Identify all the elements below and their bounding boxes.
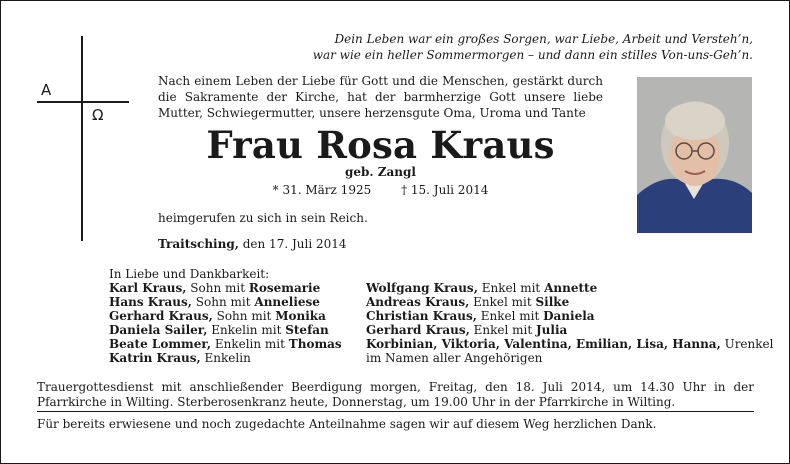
mourner-partner: Stefan <box>285 323 329 337</box>
mourner-row <box>109 309 342 323</box>
mourner-name: Christian Kraus, <box>366 309 477 323</box>
death-date: † 15. Juli 2014 <box>401 183 489 197</box>
mourner-partner: Julia <box>536 323 568 337</box>
mourner-relation: Sohn mit <box>190 281 246 295</box>
deceased-name: Frau Rosa Kraus <box>206 123 555 167</box>
mourner-relation: Enkelin mit <box>214 337 285 351</box>
mourner-row <box>109 351 342 365</box>
closing-text: Für bereits erwiesene und noch zugedachte Anteilnahme sagen wir auf diesem Weg herzlichen Dank. <box>37 417 657 431</box>
mourner-row <box>366 281 773 295</box>
poem <box>233 31 753 63</box>
mourner-row <box>109 323 342 337</box>
life-dates <box>158 183 603 197</box>
mourner-row <box>366 351 773 365</box>
mourner-relation: Enkel mit <box>473 295 532 309</box>
mourner-name: Katrin Kraus, <box>109 351 201 365</box>
mourner-name: Beate Lommer, <box>109 337 212 351</box>
mourner-name: Korbinian, Viktoria, Valentina, Emilian, Lisa, Hanna, <box>366 337 721 351</box>
mourner-relation: Enkel mit <box>481 281 541 295</box>
mourners-left-column <box>109 281 342 365</box>
mourner-relation: Enkelin <box>204 351 251 365</box>
birth-date: * 31. März 1925 <box>272 183 372 197</box>
portrait-image <box>637 77 752 233</box>
mourner-relation: Sohn mit <box>216 309 272 323</box>
mourner-name: Gerhard Kraus, <box>366 323 470 337</box>
mourner-partner: Daniela <box>543 309 595 323</box>
divider <box>37 411 754 412</box>
mourner-row <box>366 337 773 351</box>
place-town: Traitsching, <box>158 237 239 251</box>
poem-line-1: Dein Leben war ein großes Sorgen, war Liebe, Arbeit und Versteh’n, <box>334 32 753 46</box>
mourner-relation: Urenkel <box>724 337 774 351</box>
mourner-name: Hans Kraus, <box>109 295 192 309</box>
mourner-partner: Annette <box>544 281 598 295</box>
mourner-partner: Anneliese <box>254 295 320 309</box>
mourner-relation: im Namen aller Angehörigen <box>366 351 543 365</box>
cross-bar <box>37 101 129 103</box>
place-date-text: den 17. Juli 2014 <box>242 237 347 251</box>
mourner-relation: Enkel mit <box>480 309 540 323</box>
mourner-row <box>109 337 342 351</box>
mourner-partner: Rosemarie <box>248 281 321 295</box>
mourner-relation: Enkelin mit <box>211 323 282 337</box>
mourner-name: Karl Kraus, <box>109 281 187 295</box>
portrait-photo <box>637 77 752 233</box>
poem-line-2: war wie ein heller Sommermorgen – und dann ein stilles Von-uns-Geh’n. <box>312 48 753 62</box>
mourner-partner: Thomas <box>288 337 342 351</box>
mourner-row <box>366 323 773 337</box>
place-date <box>158 237 347 251</box>
mourner-name: Daniela Sailer, <box>109 323 208 337</box>
mourner-relation: Enkel mit <box>473 323 533 337</box>
omega-symbol: Ω <box>92 106 104 124</box>
mourners-header: In Liebe und Dankbarkeit: <box>109 267 270 281</box>
mourner-partner: Silke <box>535 295 570 309</box>
called-home-text: heimgerufen zu sich in sein Reich. <box>158 211 368 225</box>
service-info: Trauergottesdienst mit anschließender Beerdigung morgen, Freitag, den 18. Juli 2014, um 14.30 Uhr in der Pfarrkirche in Wilting. Sterberosenkranz heute, Donnerstag, um 19.00 Uhr in der Pfarrkirche in Wilting. <box>37 380 754 409</box>
mourners-right-column <box>366 281 773 365</box>
mourner-relation: Sohn mit <box>195 295 251 309</box>
mourner-row <box>366 309 773 323</box>
alpha-symbol: A <box>41 81 52 99</box>
mourner-row <box>366 295 773 309</box>
cross-icon <box>81 36 83 241</box>
intro-text: Nach einem Leben der Liebe für Gott und die Menschen, gestärkt durch die Sakramente der Kirche, hat der barmherzige Gott unsere liebe Mutter, Schwiegermutter, unsere herzensgute Oma, Uroma und Tante <box>158 74 603 120</box>
mourner-name: Gerhard Kraus, <box>109 309 213 323</box>
mourner-partner: Monika <box>275 309 326 323</box>
mourner-row <box>109 281 342 295</box>
mourner-name: Wolfgang Kraus, <box>366 281 478 295</box>
mourner-name: Andreas Kraus, <box>366 295 470 309</box>
born-name: geb. Zangl <box>345 165 416 179</box>
mourner-row <box>109 295 342 309</box>
